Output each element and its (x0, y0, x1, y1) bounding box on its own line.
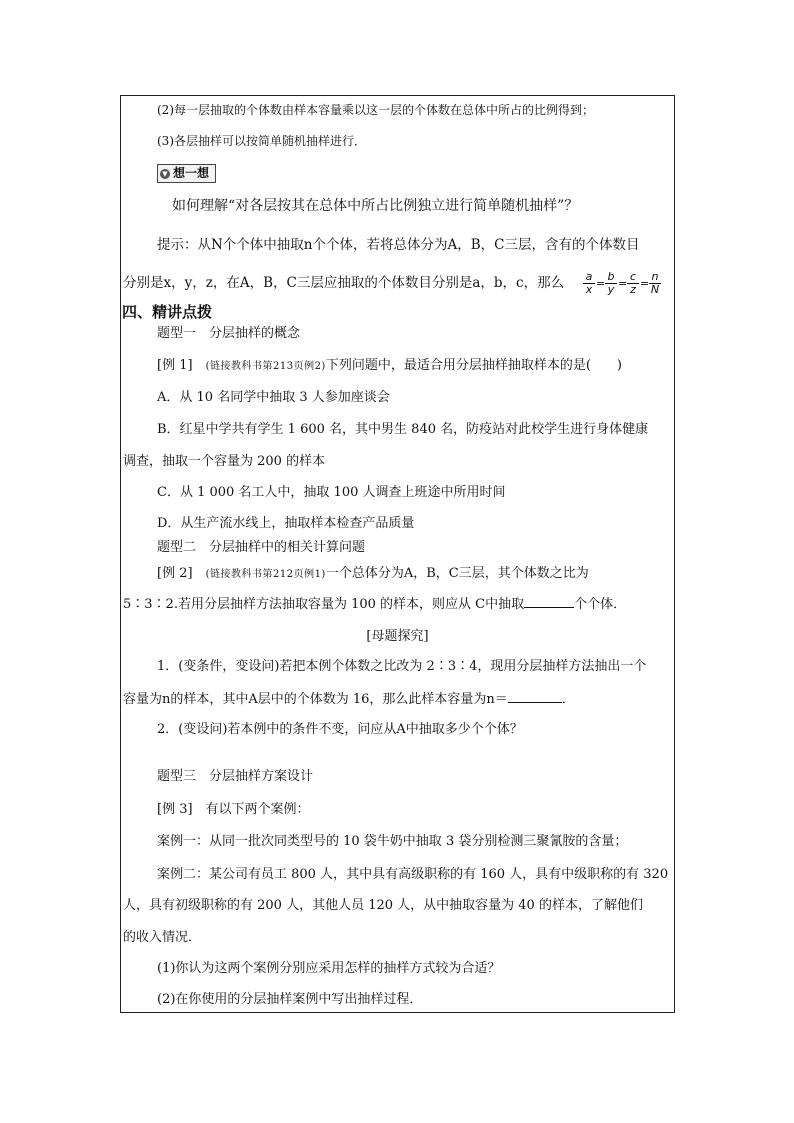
example-3: [例 3] 有以下两个案例： (157, 802, 310, 817)
answer-blank[interactable] (524, 595, 574, 608)
example-2-tail: 个个体． (574, 597, 627, 612)
example-2 (157, 565, 589, 584)
variant-1-end: ． (561, 692, 575, 707)
option-d: D．从生产流水线上，抽取样本检查产品质量 (157, 516, 415, 531)
example-text: 下列问题中，最适合用分层抽样抽取样本的是( ) (325, 358, 622, 373)
equals-sign: = (640, 277, 650, 290)
example-2-line-2 (123, 595, 626, 614)
chevron-down-icon: ▼ (160, 169, 170, 179)
think-tag-label: 想一想 (173, 166, 210, 180)
case-one: 案例一：从同一批次同类型号的 10 袋牛奶中抽取 3 袋分别检测三聚氰胺的含量； (157, 834, 628, 849)
fraction-a-x: $\frac{a}{x}$ (583, 271, 595, 296)
option-a: A．从 10 名同学中抽取 3 人参加座谈会 (157, 390, 390, 405)
line-random-sampling: (3)各层抽样可以按简单随机抽样进行． (157, 134, 366, 148)
section-heading: 四、精讲点拨 (122, 303, 213, 321)
example-label: [例 1] (157, 358, 193, 373)
question-1: (1)你认为这两个案例分别应采用怎样的抽样方式较为合适？ (157, 961, 501, 976)
think-tag (157, 164, 216, 183)
equals-sign: = (596, 277, 606, 290)
think-question: 如何理解“对各层按其在总体中所占比例独立进行简单随机抽样”？ (172, 198, 579, 214)
fraction-c-z: $\frac{c}{z}$ (627, 271, 639, 296)
variant-2: 2．(变设问)若本例中的条件不变，问应从A中抽取多少个个体？ (157, 722, 523, 737)
variant-1-line-2 (123, 690, 575, 709)
type-one-heading: 题型一 分层抽样的概念 (157, 326, 301, 341)
example-label: [例 2] (157, 566, 193, 581)
type-three-heading: 题型三 分层抽样方案设计 (157, 769, 314, 784)
option-b-line-1: B．红星中学共有学生 1 600 名，其中男生 840 名，防疫站对此校学生进行身体健康 (157, 422, 649, 437)
option-b-line-2: 调查，抽取一个容量为 200 的样本 (123, 454, 326, 469)
answer-blank[interactable] (508, 690, 562, 703)
variant-1-line-1: 1．(变条件，变设问)若把本例个体数之比改为 2∶3∶4，现用分层抽样方法抽出一个 (157, 659, 647, 674)
fraction-b-y: $\frac{b}{y}$ (605, 271, 617, 296)
textbook-reference: (链接教科书第213页例2) (205, 361, 326, 372)
case-two-line-2: 人，具有初级职称的有 200 人，其他人员 120 人，从中抽取容量为 40 的样本，了解他们 (123, 898, 643, 913)
type-two-heading: 题型二 分层抽样中的相关计算问题 (157, 540, 366, 555)
example-1 (157, 357, 622, 376)
textbook-reference: (链接教科书第212页例1) (205, 569, 326, 580)
case-two-line-3: 的收入情况． (123, 930, 202, 945)
question-2: (2)在你使用的分层抽样案例中写出抽样过程． (157, 992, 423, 1007)
hint-line-1: 提示：从N个个体中抽取n个个体，若将总体分为A，B，C三层，含有的个体数目 (157, 237, 640, 253)
example-text: 一个总体分为A，B，C三层，其个体数之比为 (325, 566, 589, 581)
option-c: C．从 1 000 名工人中，抽取 100 人调查上班途中所用时间 (157, 485, 506, 500)
equals-sign: = (618, 277, 628, 290)
variant-1-text: 容量为n的样本，其中A层中的个体数为 16，那么此样本容量为n＝ (123, 692, 508, 707)
hint-line-2: 分别是x，y，z，在A，B，C三层应抽取的个体数目分别是a，b，c，那么 (123, 275, 565, 291)
explore-heading: [母题探究] (366, 629, 429, 644)
example-2-text: 5∶3∶2.若用分层抽样方法抽取容量为 100 的样本，则应从 C中抽取 (123, 597, 525, 612)
case-two-line-1: 案例二：某公司有员工 800 人，其中具有高级职称的有 160 人，具有中级职称的有 320 (157, 867, 669, 882)
fraction-n-N: $\frac{n}{N}$ (650, 270, 660, 296)
line-stratum-count: (2)每一层抽取的个体数由样本容量乘以这一层的个体数在总体中所占的比例得到； (157, 103, 595, 117)
